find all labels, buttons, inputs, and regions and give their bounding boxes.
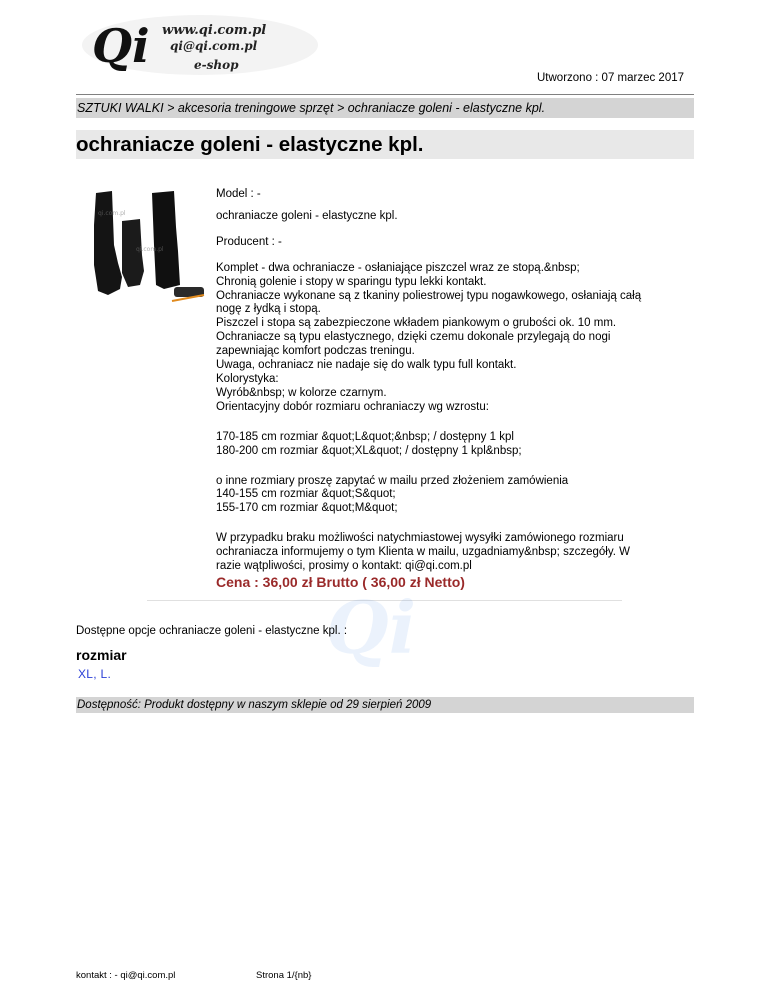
logo-brand: Qi	[92, 19, 150, 73]
price: Cena : 36,00 zł Brutto ( 36,00 zł Netto)	[216, 573, 465, 590]
description-line: Ochraniacze wykonane są z tkaniny poliestrowej typu nogawkowego, osłaniają całą	[216, 289, 642, 302]
model-name: ochraniacze goleni - elastyczne kpl.	[216, 209, 398, 222]
product-details	[216, 188, 656, 590]
option-name: rozmiar	[76, 647, 127, 663]
page-title: ochraniacze goleni - elastyczne kpl.	[76, 133, 424, 156]
notice-line: ochraniacza informujemy o tym Klienta w mailu, uzgadniamy&nbsp; szczegóły. W	[216, 546, 630, 559]
svg-text:qi.com.pl: qi.com.pl	[136, 246, 164, 253]
options-label: Dostępne opcje ochraniacze goleni - elastyczne kpl. :	[76, 625, 348, 637]
svg-text:qi.com.pl: qi.com.pl	[98, 210, 126, 217]
description-line: nogę z łydką i stopą.	[216, 303, 321, 316]
description-line: Wyrób&nbsp; w kolorze czarnym.	[216, 386, 387, 399]
footer-page-number: Strona 1/{nb}	[256, 970, 312, 981]
logo-email: qi@qi.com.pl	[170, 39, 258, 53]
size-line: 170-185 cm rozmiar &quot;L&quot;&nbsp; / dostępny 1 kpl	[216, 430, 514, 443]
size-line: o inne rozmiary proszę zapytać w mailu przed złożeniem zamówienia	[216, 474, 569, 487]
size-other	[216, 475, 656, 517]
footer-contact: kontakt : - qi@qi.com.pl	[76, 970, 176, 981]
shop-logo[interactable]	[82, 14, 320, 76]
product-image	[78, 185, 208, 311]
description-line: Chronią golenie i stopy w sparingu typu lekki kontakt.	[216, 275, 487, 288]
description-line: Piszczel i stopa są zabezpieczone wkładem piankowym o grubości ok. 10 mm.	[216, 317, 617, 330]
header-divider	[76, 94, 694, 95]
created-date: Utworzono : 07 marzec 2017	[537, 72, 685, 84]
description-line: zapewniając komfort podczas treningu.	[216, 345, 415, 358]
watermark-logo: Qi	[326, 585, 417, 670]
product-description	[216, 262, 656, 415]
option-values[interactable]: XL, L.	[78, 667, 112, 681]
description-line: Uwaga, ochraniacz nie nadaje się do walk typu full kontakt.	[216, 359, 517, 372]
size-line: 180-200 cm rozmiar &quot;XL&quot; / dostępny 1 kpl&nbsp;	[216, 444, 522, 457]
notice-line: W przypadku braku możliwości natychmiastowej wysyłki zamówionego rozmiaru	[216, 532, 624, 545]
breadcrumb[interactable]: SZTUKI WALKI > akcesoria treningowe sprzęt > ochraniacze goleni - elastyczne kpl.	[76, 98, 694, 118]
notice-line: razie wątpliwości, prosimy o kontakt: qi@qi.com.pl	[216, 560, 472, 573]
logo-tagline: e-shop	[194, 58, 239, 72]
availability-bar: Dostępność: Produkt dostępny w naszym sklepie od 29 sierpień 2009	[76, 697, 694, 713]
size-availability	[216, 431, 656, 459]
shin-guard-photo-icon	[78, 185, 208, 311]
description-line: Kolorystyka:	[216, 372, 279, 385]
description-line: Komplet - dwa ochraniacze - osłaniające piszczel wraz ze stopą.&nbsp;	[216, 261, 580, 274]
producer-label: Producent : -	[216, 235, 282, 248]
description-line: Ochraniacze są typu elastycznego, dzięki czemu dokonale przylegają do nogi	[216, 331, 611, 344]
description-line: Orientacyjny dobór rozmiaru ochraniaczy wg wzrostu:	[216, 400, 489, 413]
size-line: 155-170 cm rozmiar &quot;M&quot;	[216, 502, 398, 515]
shipping-notice	[216, 532, 656, 574]
logo-url: www.qi.com.pl	[162, 23, 267, 38]
size-line: 140-155 cm rozmiar &quot;S&quot;	[216, 488, 396, 501]
model-label: Model : -	[216, 188, 261, 200]
